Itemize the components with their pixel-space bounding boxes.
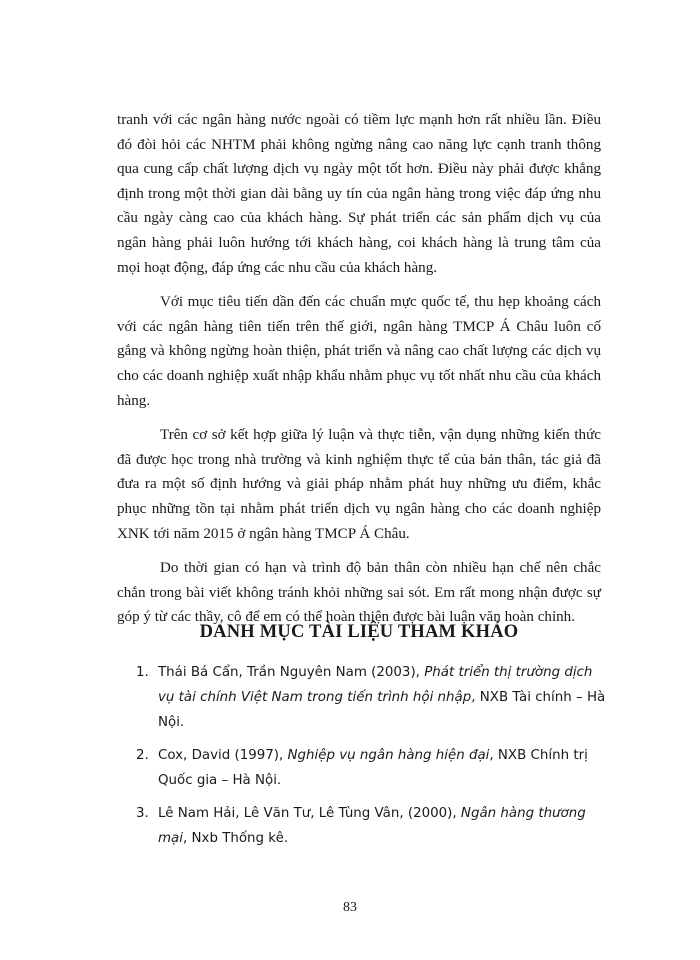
reference-title: Phát triển thị trường dịch vụ tài chính Việt Nam trong tiến trình hội nhập xyxy=(158,665,593,705)
reference-number: 1. xyxy=(136,665,149,680)
reference-publisher: , NXB Chính trị Quốc gia – Hà Nội. xyxy=(158,748,588,788)
page-number: 83 xyxy=(343,900,357,915)
reference-list xyxy=(136,660,606,859)
reference-item xyxy=(136,801,606,851)
reference-authors: Thái Bá Cẩn, Trần Nguyên Nam (2003), xyxy=(158,665,425,680)
paragraph: Do thời gian có hạn và trình độ bản thân còn nhiều hạn chế nên chắc chắn trong bài viết không tránh khỏi những sai sót. Em rất mong nhận được sự góp ý từ các thầy, cô để em có thể hoàn thiện được bài luận văn hoàn chỉnh. xyxy=(117,560,601,626)
reference-item xyxy=(136,743,606,793)
body-text xyxy=(117,108,601,640)
reference-item xyxy=(136,660,606,735)
reference-number: 2. xyxy=(136,748,149,763)
reference-title: Ngân hàng thương mại xyxy=(158,806,586,846)
reference-title: Nghiệp vụ ngân hàng hiện đại xyxy=(287,748,490,763)
paragraph: Với mục tiêu tiến dần đến các chuẩn mực quốc tế, thu hẹp khoảng cách với các ngân hàng tiên tiến trên thế giới, ngân hàng TMCP Á Châu luôn cố gắng và không ngừng hoàn thiện, phát triển và nâng cao chất lượng các dịch vụ cho các doanh nghiệp xuất nhập khẩu nhằm phục vụ tốt nhất nhu cầu của khách hàng. xyxy=(117,294,601,409)
reference-number: 3. xyxy=(136,806,149,821)
reference-authors: Cox, David (1997), xyxy=(158,748,288,763)
reference-publisher: , NXB Tài chính – Hà Nội. xyxy=(158,690,606,730)
paragraph: Trên cơ sở kết hợp giữa lý luận và thực tiễn, vận dụng những kiến thức đã được học trong nhà trường và kinh nghiệm thực tế của bản thân, tác giả đã đưa ra một số định hướng và giải pháp nhằm phát huy những ưu điểm, khắc phục những tồn tại nhằm phát triển dịch vụ ngân hàng cho các doanh nghiệp XNK tới năm 2015 ở ngân hàng TMCP Á Châu. xyxy=(117,427,601,542)
references-heading: DANH MỤC TÀI LIỆU THAM KHẢO xyxy=(199,622,519,642)
paragraph: tranh với các ngân hàng nước ngoài có tiềm lực mạnh hơn rất nhiều lần. Điều đó đòi hỏi các NHTM phải không ngừng nâng cao năng lực cạnh tranh thông qua cung cấp chất lượng dịch vụ ngày một tốt hơn. Điều này phải được khẳng định trong một thời gian dài bằng uy tín của ngân hàng trong việc đáp ứng nhu cầu ngày càng cao của khách hàng. Sự phát triển các sản phẩm dịch vụ của ngân hàng phải luôn hướng tới khách hàng, coi khách hàng là trung tâm của mọi hoạt động, đáp ứng các nhu cầu của khách hàng. xyxy=(117,112,601,276)
reference-publisher: , Nxb Thống kê. xyxy=(182,831,289,846)
reference-authors: Lê Nam Hải, Lê Văn Tư, Lê Tùng Vân, (2000), xyxy=(158,806,461,821)
